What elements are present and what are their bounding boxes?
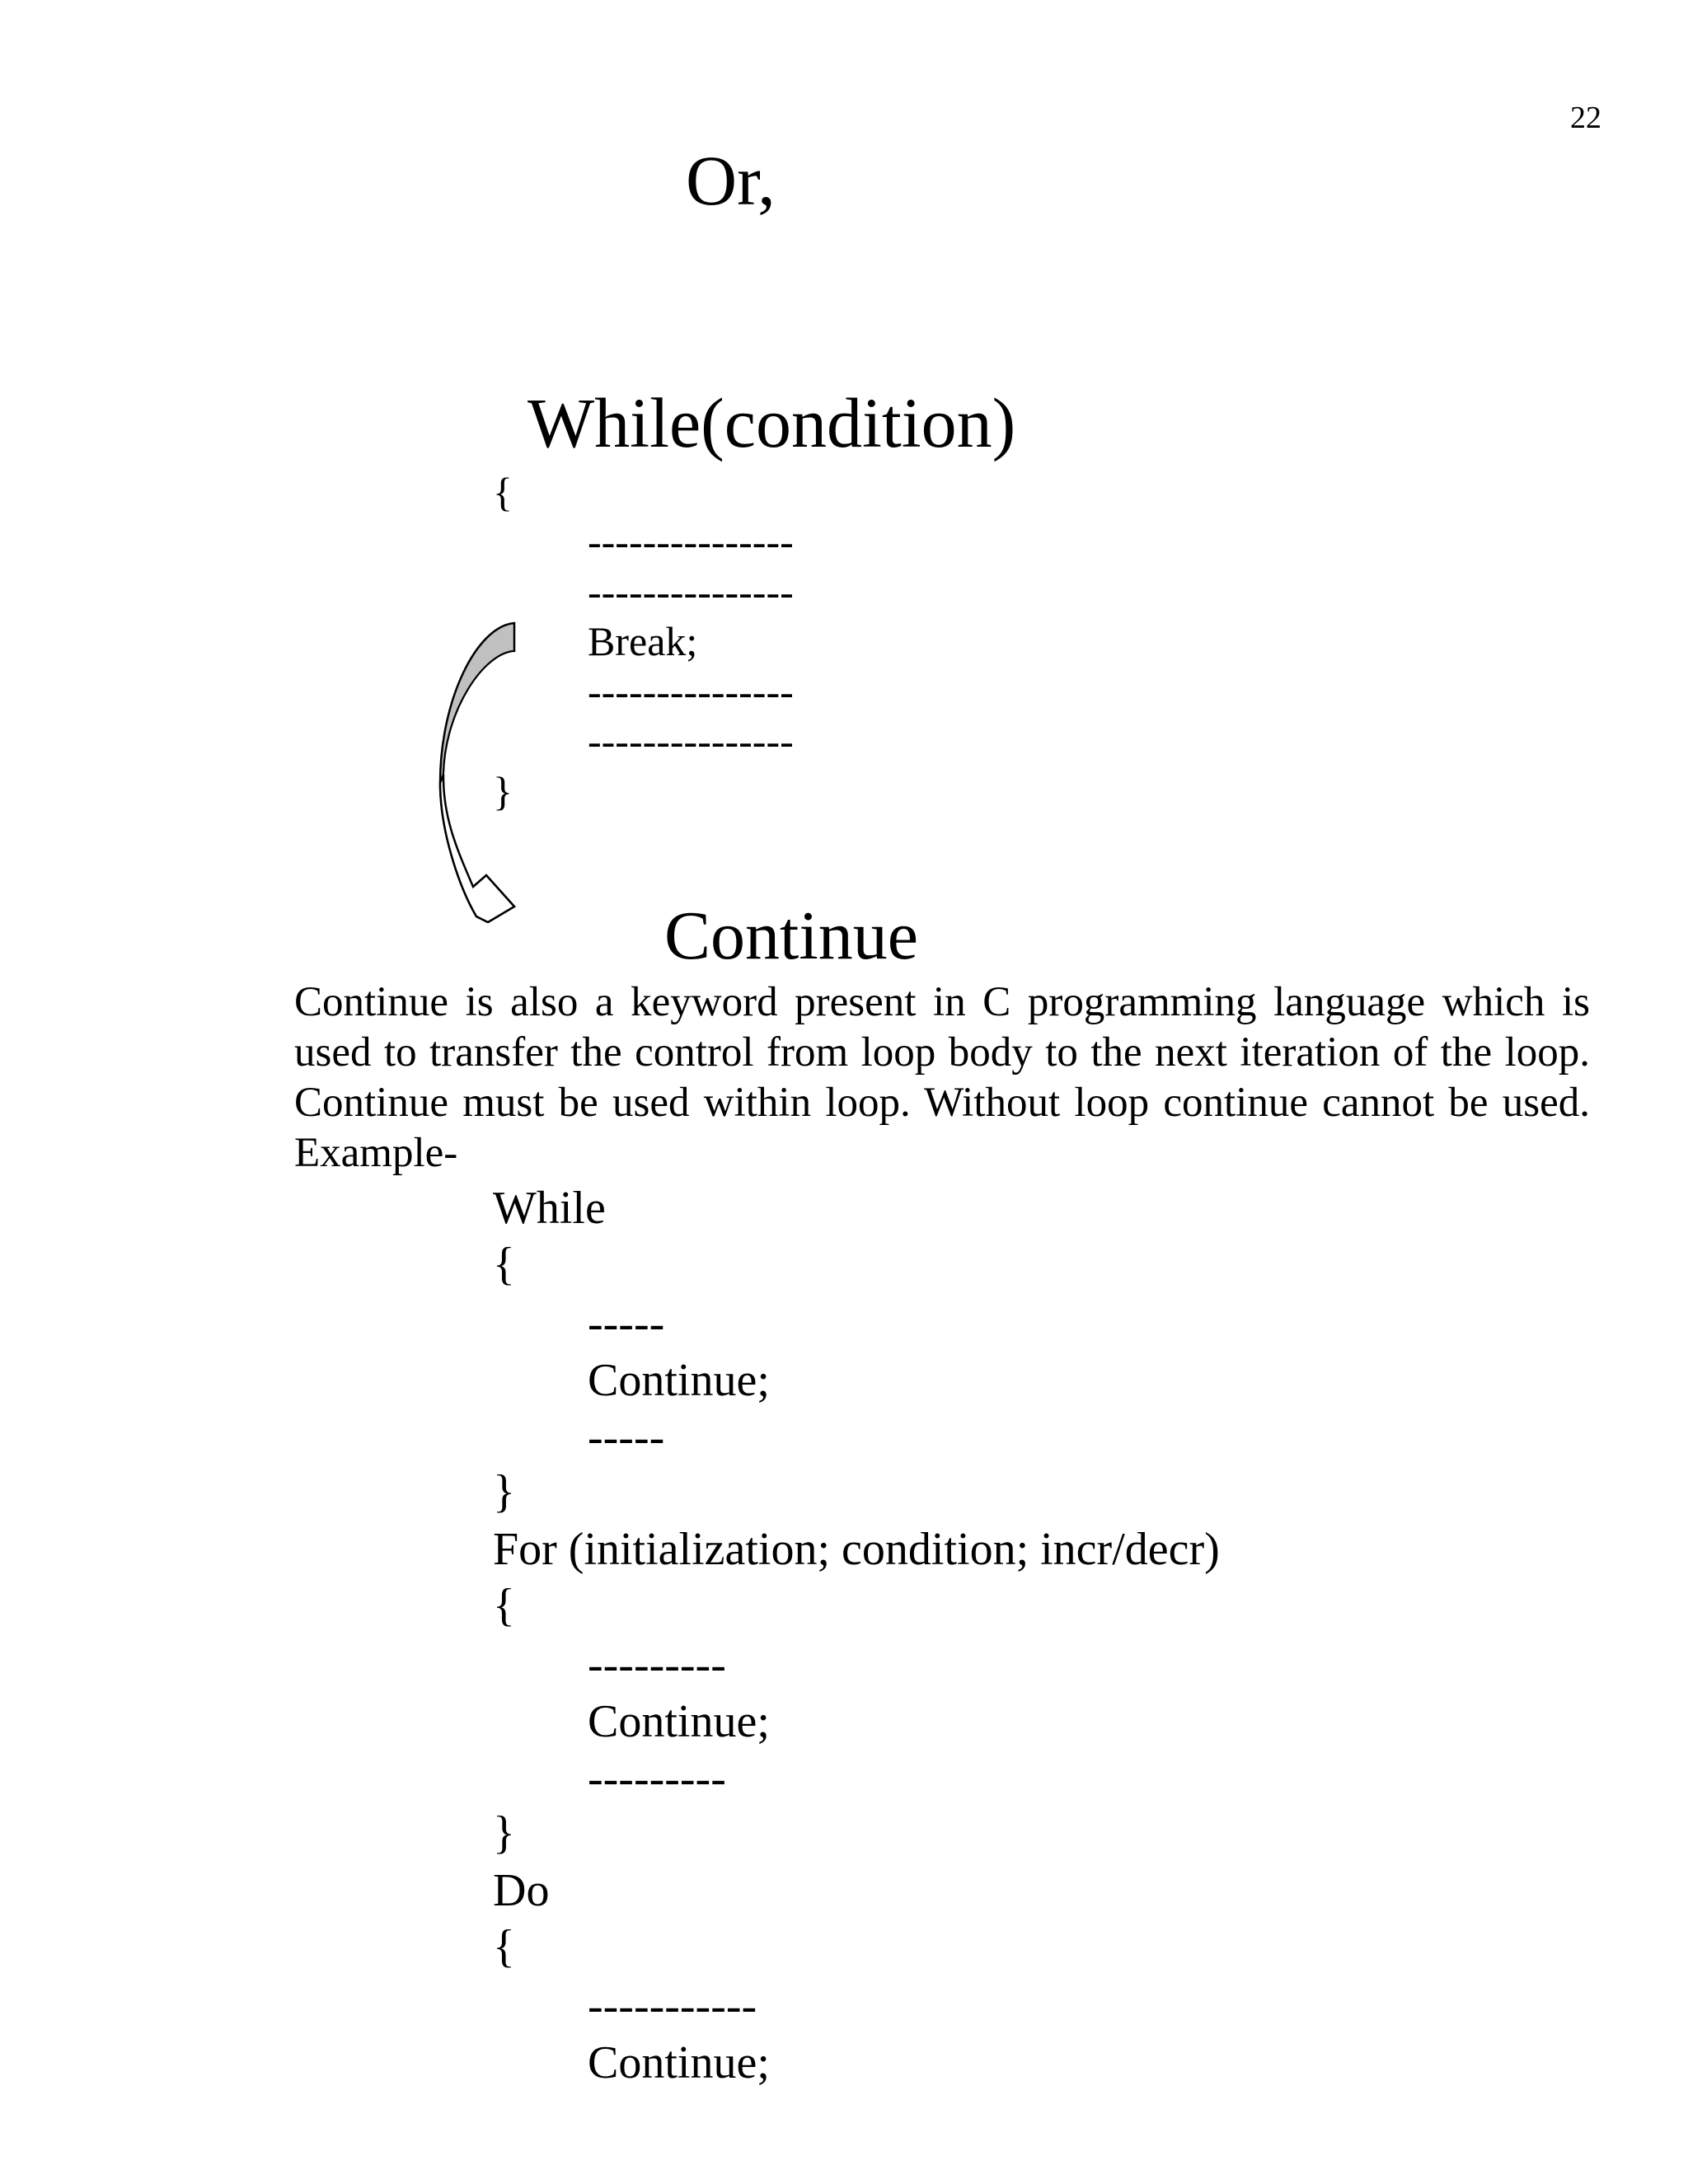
do-keyword: Do [493, 1865, 550, 1916]
continue-description-paragraph: Continue is also a keyword present in C programming language which is used to transfer the control from loop body to the next iteration of the loop. Continue must be used within loop. Without loop continue cannot be used. Example- [294, 979, 1590, 1176]
close-brace: } [493, 768, 513, 814]
continue-heading: Continue [664, 898, 918, 974]
open-brace: { [493, 469, 513, 515]
page-number: 22 [1570, 101, 1601, 135]
break-exit-arrow-icon [429, 610, 519, 923]
open-brace: { [493, 1580, 515, 1631]
code-placeholder-line: ----- [588, 1412, 665, 1463]
continue-statement: Continue; [588, 1696, 770, 1747]
close-brace: } [493, 1466, 515, 1517]
or-heading: Or, [686, 141, 776, 220]
for-keyword: For (initialization; condition; incr/decr) [493, 1524, 1220, 1575]
code-placeholder-line: --------- [588, 1639, 726, 1690]
code-placeholder-line: --------------- [588, 569, 794, 615]
code-placeholder-line: --------------- [588, 668, 794, 715]
code-placeholder-line: --------------- [588, 718, 794, 764]
continue-statement: Continue; [588, 1355, 770, 1406]
continue-statement: Continue; [588, 2037, 770, 2088]
open-brace: { [493, 1921, 515, 1972]
break-statement: Break; [588, 618, 698, 664]
code-placeholder-line: ----- [588, 1298, 665, 1349]
code-placeholder-line: --------------- [588, 518, 794, 565]
close-brace: } [493, 1807, 515, 1858]
open-brace: { [493, 1239, 515, 1290]
while-keyword: While [493, 1183, 606, 1234]
while-condition-heading: While(condition) [528, 383, 1016, 462]
code-placeholder-line: ----------- [588, 1980, 757, 2032]
code-placeholder-line: --------- [588, 1753, 726, 1804]
